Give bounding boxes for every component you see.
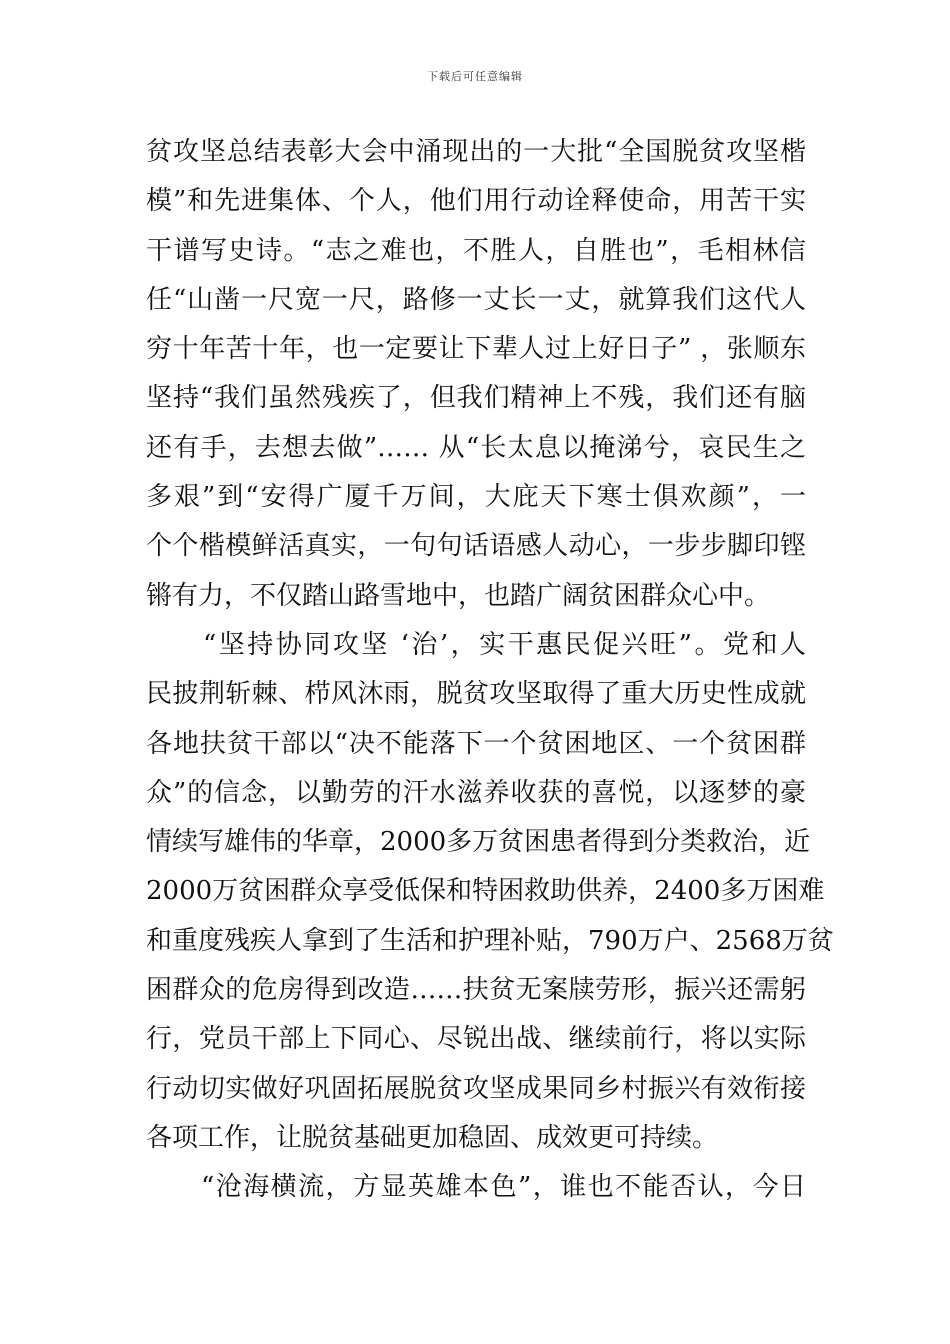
text-line: 和重度残疾人拿到了生活和护理补贴，790万户、2568万贫 — [146, 925, 834, 956]
text-line: 民披荆斩棘、栉风沐雨，脱贫攻坚取得了重大历史性成就 — [146, 679, 806, 710]
text-line: 困群众的危房得到改造……扶贫无案牍劳形，振兴还需躬 — [146, 975, 806, 1006]
text-line: 多艰”到“安得广厦千万间，大庇天下寒士俱欢颜”，一 — [146, 482, 806, 513]
text-line: 干谱写史诗。“志之难也，不胜人，自胜也”，毛相林信 — [146, 235, 806, 266]
text-line: 锵有力，不仅踏山路雪地中，也踏广阔贫困群众心中。 — [146, 580, 771, 611]
text-line: 众”的信念，以勤劳的汗水滋养收获的喜悦，以逐梦的豪 — [146, 777, 806, 808]
text-line: “沧海横流，方显英雄本色”，谁也不能否认，今日 — [146, 1172, 806, 1203]
text-line: 行，党员干部上下同心、尽锐出战、继续前行，将以实际 — [146, 1024, 806, 1055]
text-line: 各地扶贫干部以“决不能落下一个贫困地区、一个贫困群 — [146, 728, 806, 759]
text-line: 贫攻坚总结表彰大会中涌现出的一大批“全国脱贫攻坚楷 — [146, 137, 806, 167]
text-line: “坚持协同攻坚 ‘治’，实干惠民促兴旺”。党和人 — [146, 629, 806, 660]
text-line: 2000万贫困群众享受低保和特困救助供养，2400多万困难 — [146, 876, 825, 907]
text-line: 坚持“我们虽然残疾了，但我们精神上不残，我们还有脑 — [146, 383, 806, 414]
text-line: 任“山凿一尺宽一尺，路修一丈长一丈，就算我们这代人 — [146, 284, 806, 315]
body-text — [146, 128, 834, 1213]
text-line: 模”和先进集体、个人，他们用行动诠释使命，用苦干实 — [146, 186, 806, 217]
text-line: 行动切实做好巩固拓展脱贫攻坚成果同乡村振兴有效衔接 — [146, 1073, 806, 1104]
text-line: 各项工作，让脱贫基础更加稳固、成效更可持续。 — [146, 1122, 719, 1153]
text-line: 穷十年苦十年，也一定要让下辈人过上好日子” ，张顺东 — [146, 334, 806, 365]
text-line: 情续写雄伟的华章，2000多万贫困患者得到分类救治，近 — [146, 827, 811, 858]
page-header: 下载后可任意编辑 — [427, 70, 523, 83]
text-line: 还有手，去想去做”…… 从“长太息以掩涕兮，哀民生之 — [146, 432, 806, 463]
text-line: 个个楷模鲜活真实，一句句话语感人动心，一步步脚印铿 — [146, 531, 806, 562]
